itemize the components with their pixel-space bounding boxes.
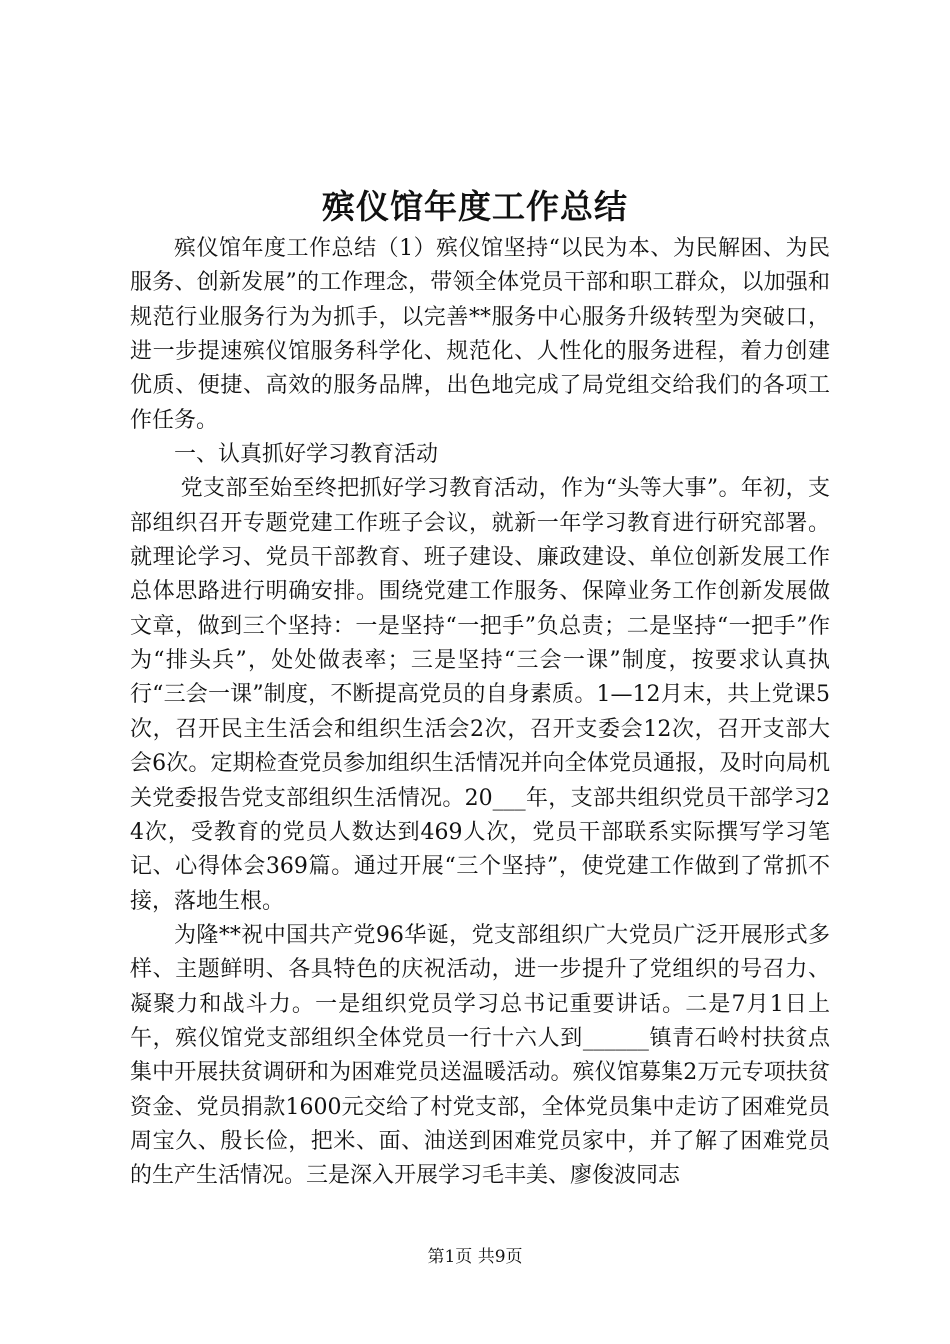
paragraph-study-activities: 党支部至始至终把抓好学习教育活动，作为“头等大事”。年初，支部组织召开专题党建工作班子会议，就新一年学习教育进行研究部署。就理论学习、党员干部教育、班子建设、廉政建设、单位创新发展工作总体思路进行明确安排。围绕党建工作服务、保障业务工作创新发展做文章，做到三个坚持：一是坚持“一把手”负总责；二是坚持“一把手”作为“排头兵”，处处做表率；三是坚持“三会一课”制度，按要求认真执行“三会一课”制度，不断提高党员的自身素质。1—12月末，共上党课5次，召开民主生活会和组织生活会2次，召开支委会12次，召开支部大会6次。定期检查党员参加组织生活情况并向全体党员通报，及时向局机关党委报告党支部组织生活情况。20___年，支部共组织党员干部学习24次，受教育的党员人数达到469人次，党员干部联系实际撰写学习笔记、心得体会369篇。通过开展“三个坚持”，使党建工作做到了常抓不接，落地生根。 [130, 476, 830, 914]
section-heading-1: 一、认真抓好学习教育活动 [174, 442, 439, 468]
page-number-footer: 第1页 共9页 [427, 1247, 523, 1267]
paragraph-intro: 殡仪馆年度工作总结（1）殡仪馆坚持“以民为本、为民解困、为民服务、创新发展”的工作理念，带领全体党员干部和职工群众，以加强和规范行业服务行为为抓手，以完善**服务中心服务升级转型为突破口，进一步提速殡仪馆服务科学化、规范化、人性化的服务进程，着力创建优质、便捷、高效的服务品牌，出色地完成了局党组交给我们的各项工作任务。 [130, 236, 830, 433]
document-body [130, 232, 830, 1194]
document-title: 殡仪馆年度工作总结 [322, 187, 628, 226]
paragraph-anniversary-activities: 为隆**祝中国共产党96华诞，党支部组织广大党员广泛开展形式多样、主题鲜明、各具特色的庆祝活动，进一步提升了党组织的号召力、凝聚力和战斗力。一是组织党员学习总书记重要讲话。二是7月1日上午，殡仪馆党支部组织全体党员一行十六人到______镇青石岭村扶贫点集中开展扶贫调研和为困难党员送温暖活动。殡仪馆募集2万元专项扶贫资金、党员捐款1600元交给了村党支部，全体党员集中走访了困难党员周宝久、殷长俭，把米、面、油送到困难党员家中，并了解了困难党员的生产生活情况。三是深入开展学习毛丰美、廖俊波同志 [130, 922, 830, 1189]
